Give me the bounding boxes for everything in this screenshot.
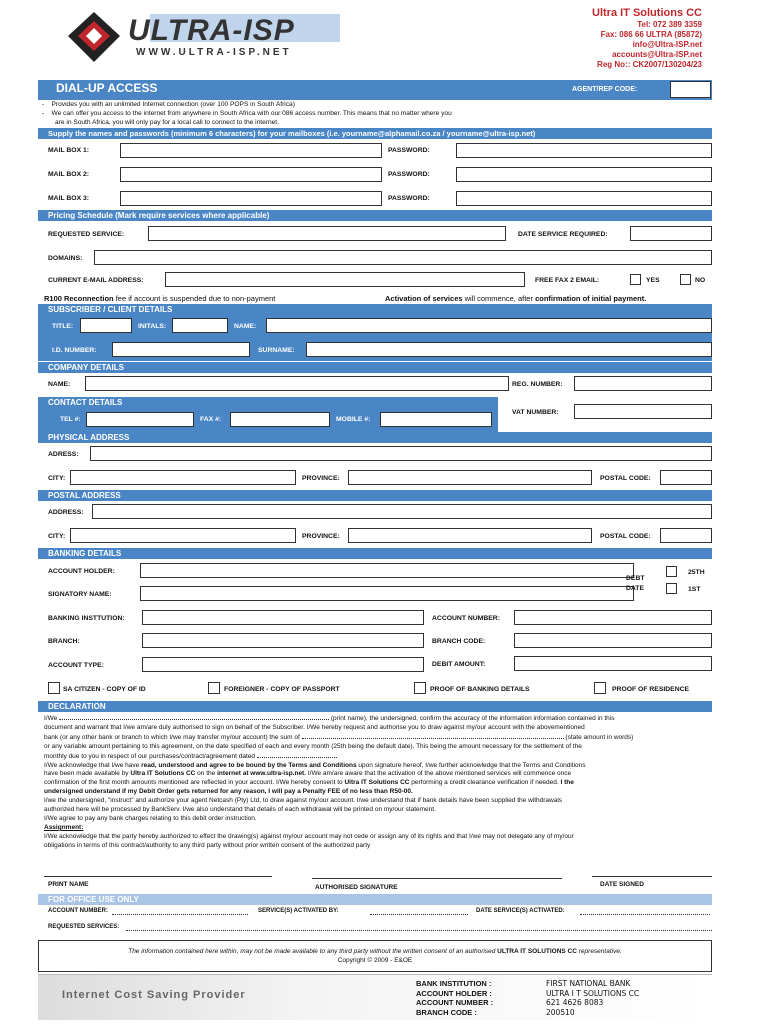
office-section-bar: FOR OFFICE USE ONLY <box>38 894 712 905</box>
bank-institution-label: BANK INSTITUTION : <box>416 979 492 988</box>
agent-code-input[interactable] <box>670 81 711 98</box>
acc-type-label: ACCOUNT TYPE: <box>48 662 104 669</box>
footer-notice <box>40 948 710 955</box>
date-required-label: DATE SERVICE REQUIRED: <box>518 231 608 238</box>
footer-notice-c: representative. <box>576 948 622 955</box>
postal-address-label: ADDRESS: <box>48 509 84 516</box>
decl-l10: I/we the undersigned, "instruct" and authorize your agent Netcash (Pty) Ltd, to draw against my/our account. I/we understand that if bank details have been supplied the withdrawals <box>44 797 563 805</box>
reg-number-input[interactable] <box>574 376 712 391</box>
branch-input[interactable] <box>142 633 424 648</box>
intro-line-2: We can offer you access to the internet from anywhere in South Africa with our 086 access number. This means that no matter where you <box>51 110 452 117</box>
branch-code-label: BRANCH CODE: <box>432 638 486 645</box>
activation-bold: Activation of services <box>385 294 463 303</box>
password-1-input[interactable] <box>456 143 712 158</box>
physical-postal-input[interactable] <box>660 470 712 485</box>
initials-label: INITALS: <box>138 323 167 330</box>
bank-institution-value: FIRST NATIONAL BANK <box>546 979 631 988</box>
physical-address-label: ADRESS: <box>48 451 79 458</box>
mailbox-3-input[interactable] <box>120 191 382 206</box>
physical-province-input[interactable] <box>348 470 592 485</box>
decl-l1b: (print name), the undersigned, confirm the accuracy of the information information contained in this <box>330 715 615 722</box>
logo-url: WWW.ULTRA-ISP.NET <box>136 47 292 58</box>
decl-l5: monthly due to you in respect of our purchases/contract/agreement dated <box>44 752 256 760</box>
requested-service-input[interactable] <box>148 226 506 241</box>
proof-residence-label: PROOF OF RESIDENCE <box>612 686 690 693</box>
company-fax: Fax: 086 66 ULTRA (85872) <box>600 30 702 39</box>
name-label: NAME: <box>234 323 257 330</box>
current-email-input[interactable] <box>165 272 525 287</box>
footer-notice-a: The information contained here within, may not be made available to any third party without the written consent of an authorised <box>128 948 498 955</box>
decl-l9: undersigned understand if my Debit Order gets returned for any reason, I will pay a Penalty FEE of no less than R50-00. <box>44 788 413 796</box>
date-signed-line[interactable] <box>592 876 712 877</box>
bank-number-value: 621 4626 8083 <box>546 998 604 1007</box>
title-label: TITLE: <box>52 323 74 330</box>
physical-city-label: CITY: <box>48 475 66 482</box>
free-fax-label: FREE FAX 2 EMAIL: <box>535 277 600 284</box>
postal-section-bar: POSTAL ADDRESS <box>38 490 712 501</box>
decl-l6a: I/We acknowledge that I/we have <box>44 761 142 769</box>
debit-1st-label: 1ST <box>688 586 701 593</box>
institution-label: BANKING INSTTUTION: <box>48 615 125 622</box>
decl-amount-line[interactable] <box>302 733 564 739</box>
decl-l8d: I the <box>560 779 574 787</box>
debit-1st-checkbox[interactable] <box>666 583 677 594</box>
postal-postal-label: POSTAL CODE: <box>600 533 651 540</box>
date-required-input[interactable] <box>630 226 712 241</box>
decl-l8a: confirmation of the first month amounts mentioned are reflected in your account. I/We hereby consent to <box>44 779 345 787</box>
surname-label: SURNAME: <box>258 347 295 354</box>
surname-input[interactable] <box>306 342 712 357</box>
declaration-text <box>44 714 714 851</box>
intro-line-1: Provides you with an unlimited Internet connection (over 100 POPS in South Africa) <box>51 101 295 108</box>
decl-l11: authorized here will be processed by BankServ. I/we also understand that details of each withdrawal will be printed on my/our statement. <box>44 806 436 814</box>
physical-province-label: PROVINCE: <box>302 475 340 482</box>
office-date-line[interactable] <box>580 914 710 915</box>
domains-label: DOMAINS: <box>48 255 83 262</box>
tagline: Internet Cost Saving Provider <box>62 989 246 1001</box>
decl-l7c: on the <box>195 770 218 778</box>
mailbox-2-input[interactable] <box>120 167 382 182</box>
declaration-section-bar: DECLARATION <box>38 701 712 712</box>
activation-text: will commence, after <box>462 294 536 303</box>
sa-citizen-label: SA CITIZEN - COPY OF ID <box>63 686 146 693</box>
proof-banking-checkbox[interactable] <box>414 682 426 694</box>
debit-25th-checkbox[interactable] <box>666 566 677 577</box>
company-email-accounts: accounts@Ultra-ISP.net <box>612 50 702 59</box>
bank-branch-value: 200510 <box>546 1007 575 1017</box>
decl-l13: Assignment: <box>44 823 84 831</box>
auth-signature-label: AUTHORISED SIGNATURE <box>315 884 398 891</box>
title-input[interactable] <box>80 318 132 333</box>
office-acc-line[interactable] <box>112 914 248 915</box>
mobile-input[interactable] <box>380 412 492 427</box>
logo-text: ULTRA-ISP <box>128 14 295 47</box>
decl-l2: document and warrant that I/we am/are duly authorised to sign on behalf of the Subscriber. I/We hereby request and authorise you to draw against my/our account with the abovementioned <box>44 723 585 731</box>
decl-l1a: I/We <box>44 715 60 722</box>
mailbox-3-label: MAIL BOX 3: <box>48 195 90 202</box>
decl-l14: I/We acknowledge that the party hereby authorized to effect the drawing(s) against my/our account may not cede or assign any of its rights and that I/we may not delegate any of my/our <box>44 832 574 840</box>
agent-label: AGENT/REP CODE: <box>572 86 638 93</box>
decl-date-line[interactable] <box>257 752 337 758</box>
office-acc-label: ACCOUNT NUMBER: <box>48 908 108 914</box>
account-holder-label: ACCOUNT HOLDER: <box>48 568 115 575</box>
proof-banking-label: PROOF OF BANKING DETAILS <box>430 686 530 693</box>
reconnection-note <box>44 294 275 303</box>
mailbox-1-input[interactable] <box>120 143 382 158</box>
acc-number-input[interactable] <box>514 610 712 625</box>
postal-postal-input[interactable] <box>660 528 712 543</box>
decl-l3a: bank (or any other bank or branch to which I/we may transfer my/our account) the sum of <box>44 733 300 741</box>
proof-residence-checkbox[interactable] <box>594 682 606 694</box>
company-reg: Reg No:: CK2007/130204/23 <box>597 60 702 69</box>
physical-section-bar: PHYSICAL ADDRESS <box>38 432 712 443</box>
footer-copyright: Copyright © 2009 - E&OE <box>337 957 413 964</box>
password-1-label: PASSWORD: <box>388 147 430 154</box>
office-svc-label: SERVICE(S) ACTIVATED BY: <box>258 908 339 914</box>
intro-line-3: are in South Africa, you will only pay for a local call to connect to the internet. <box>55 119 279 126</box>
decl-name-line[interactable] <box>59 714 329 720</box>
requested-service-label: REQUESTED SERVICE: <box>48 231 125 238</box>
password-2-label: PASSWORD: <box>388 171 430 178</box>
page-title: DIAL-UP ACCESS <box>56 81 158 95</box>
institution-input[interactable] <box>142 610 424 625</box>
company-info <box>592 6 702 70</box>
activation-end: confirmation of initial payment. <box>535 294 647 303</box>
password-3-label: PASSWORD: <box>388 195 430 202</box>
activation-note <box>385 294 646 303</box>
intro: - Provides you with an unlimited Internet connection (over 100 POPS in South Africa) - We can offer you access to the internet from anywhere in South Africa with our 086 access number. This means that no matter where you are in South Africa, you will only pay for a local call to connect to the internet. <box>42 101 452 126</box>
foreigner-checkbox[interactable] <box>208 682 220 694</box>
decl-l7b: Ultra IT Solutions CC <box>130 770 196 778</box>
postal-province-input[interactable] <box>348 528 592 543</box>
decl-l6b: read, understood and agree to be bound by the Terms and Conditions <box>141 761 357 769</box>
auth-signature-line[interactable] <box>312 878 562 879</box>
debit-date-debt: DEBT <box>626 575 645 582</box>
free-fax-no-checkbox[interactable] <box>680 274 691 285</box>
footer-notice-b: ULTRA IT SOLUTIONS CC <box>497 948 577 955</box>
tel-label: TEL #: <box>60 416 81 423</box>
bank-details-values <box>546 979 639 1017</box>
id-number-label: I.D. NUMBER: <box>52 347 97 354</box>
office-req-line[interactable] <box>126 930 712 931</box>
banking-section-bar: BANKING DETAILS <box>38 548 712 559</box>
signatory-label: SIGNATORY NAME: <box>48 591 112 598</box>
free-fax-no-label: NO <box>695 277 706 284</box>
contact-section-bar: CONTACT DETAILS <box>38 397 498 408</box>
office-date-label: DATE SERVICE(S) ACTIVATED: <box>476 908 565 914</box>
company-tel: Tel: 072 389 3359 <box>637 20 702 29</box>
company-section-bar: COMPANY DETAILS <box>38 362 712 373</box>
subscriber-section-bar: SUBSCRIBER / CLIENT DETAILS <box>38 304 712 315</box>
bank-holder-value: ULTRA I T SOLUTIONS CC <box>546 988 640 998</box>
decl-l12: I/We agree to pay any bank charges relating to this debit order instruction. <box>44 814 257 822</box>
branch-label: BRANCH: <box>48 638 80 645</box>
mobile-label: MOBILE #: <box>336 416 371 423</box>
debit-amount-label: DEBIT AMOUNT: <box>432 661 486 668</box>
fax-label: FAX #: <box>200 416 222 423</box>
decl-l6c: upon signature hereof, I/we further acknowledge that the Terms and Conditions <box>356 761 586 769</box>
mailbox-1-label: MAIL BOX 1: <box>48 147 90 154</box>
id-number-input[interactable] <box>112 342 250 357</box>
decl-l7a: have been made available by <box>44 770 131 778</box>
acc-type-input[interactable] <box>142 657 424 672</box>
vat-input[interactable] <box>574 404 712 419</box>
company-email-info: info@Ultra-ISP.net <box>632 40 702 49</box>
decl-l7d: internet at www.ultra-isp.net. <box>217 770 307 778</box>
company-name: Ultra IT Solutions CC <box>592 7 702 19</box>
bank-number-label: ACCOUNT NUMBER : <box>416 998 494 1007</box>
vat-label: VAT NUMBER: <box>512 409 559 416</box>
sa-citizen-checkbox[interactable] <box>48 682 60 694</box>
footer-box <box>38 940 712 972</box>
initials-input[interactable] <box>172 318 228 333</box>
free-fax-yes-label: YES <box>646 277 660 284</box>
password-2-input[interactable] <box>456 167 712 182</box>
pricing-section-bar: Pricing Schedule (Mark require services where applicable) <box>38 210 712 221</box>
postal-address-input[interactable] <box>92 504 712 519</box>
physical-address-input[interactable] <box>90 446 712 461</box>
print-name-line[interactable] <box>44 876 272 877</box>
decl-l7e: I/We am/are aware that the activation of the above mentioned services will commence once <box>306 770 572 778</box>
physical-postal-label: POSTAL CODE: <box>600 475 651 482</box>
decl-l15: obligations in terms of this contract/authority to any third party without prior written consent of the authorized party <box>44 841 371 849</box>
decl-l4: or any variable amount pertaining to this agreement, on the date specified of each and every month (25th being the default date). This being the amount necessary for the settlement of the <box>44 742 582 750</box>
debit-amount-input[interactable] <box>514 656 712 671</box>
bank-branch-label: BRANCH CODE : <box>416 1007 477 1017</box>
tel-input[interactable] <box>86 412 194 427</box>
company-name-input[interactable] <box>85 376 509 391</box>
decl-l3b: (state amount in words) <box>565 733 634 741</box>
office-svc-line[interactable] <box>370 914 468 915</box>
reg-number-label: REG. NUMBER: <box>512 381 563 388</box>
current-email-label: CURRENT E-MAIL ADDRESS: <box>48 277 144 284</box>
physical-city-input[interactable] <box>70 470 296 485</box>
print-name-label: PRINT NAME <box>48 881 89 888</box>
password-3-input[interactable] <box>456 191 712 206</box>
company-name-label: NAME: <box>48 381 71 388</box>
mailbox-section-bar: Supply the names and passwords (minimum 6 characters) for your mailboxes (i.e. yourname@alphamail.co.za / yourname@ultra-isp.net) <box>38 128 712 139</box>
debit-25th-label: 25TH <box>688 569 705 576</box>
decl-l8c: performing a credit clearance verification if needed. <box>409 779 561 787</box>
postal-province-label: PROVINCE: <box>302 533 340 540</box>
postal-city-label: CITY: <box>48 533 66 540</box>
name-input[interactable] <box>266 318 712 333</box>
bank-details-labels <box>416 979 493 1017</box>
foreigner-label: FOREIGNER - COPY OF PASSPORT <box>224 686 340 693</box>
reconnection-text: fee if account is suspended due to non-payment <box>113 294 276 303</box>
mailbox-2-label: MAIL BOX 2: <box>48 171 90 178</box>
acc-number-label: ACCOUNT NUMBER: <box>432 615 500 622</box>
domains-input[interactable] <box>94 250 712 265</box>
date-signed-label: DATE SIGNED <box>600 881 644 888</box>
debit-date-date: DATE <box>626 585 644 592</box>
account-holder-input[interactable] <box>140 563 634 578</box>
postal-city-input[interactable] <box>70 528 296 543</box>
decl-l8b: Ultra IT Solutions CC <box>344 779 410 787</box>
office-req-label: REQUESTED SERVICES: <box>48 924 120 930</box>
branch-code-input[interactable] <box>514 633 712 648</box>
bank-holder-label: ACCOUNT HOLDER : <box>416 988 492 998</box>
free-fax-yes-checkbox[interactable] <box>630 274 641 285</box>
signatory-input[interactable] <box>140 586 634 601</box>
reconnection-fee: R100 Reconnection <box>44 294 114 303</box>
fax-input[interactable] <box>230 412 330 427</box>
